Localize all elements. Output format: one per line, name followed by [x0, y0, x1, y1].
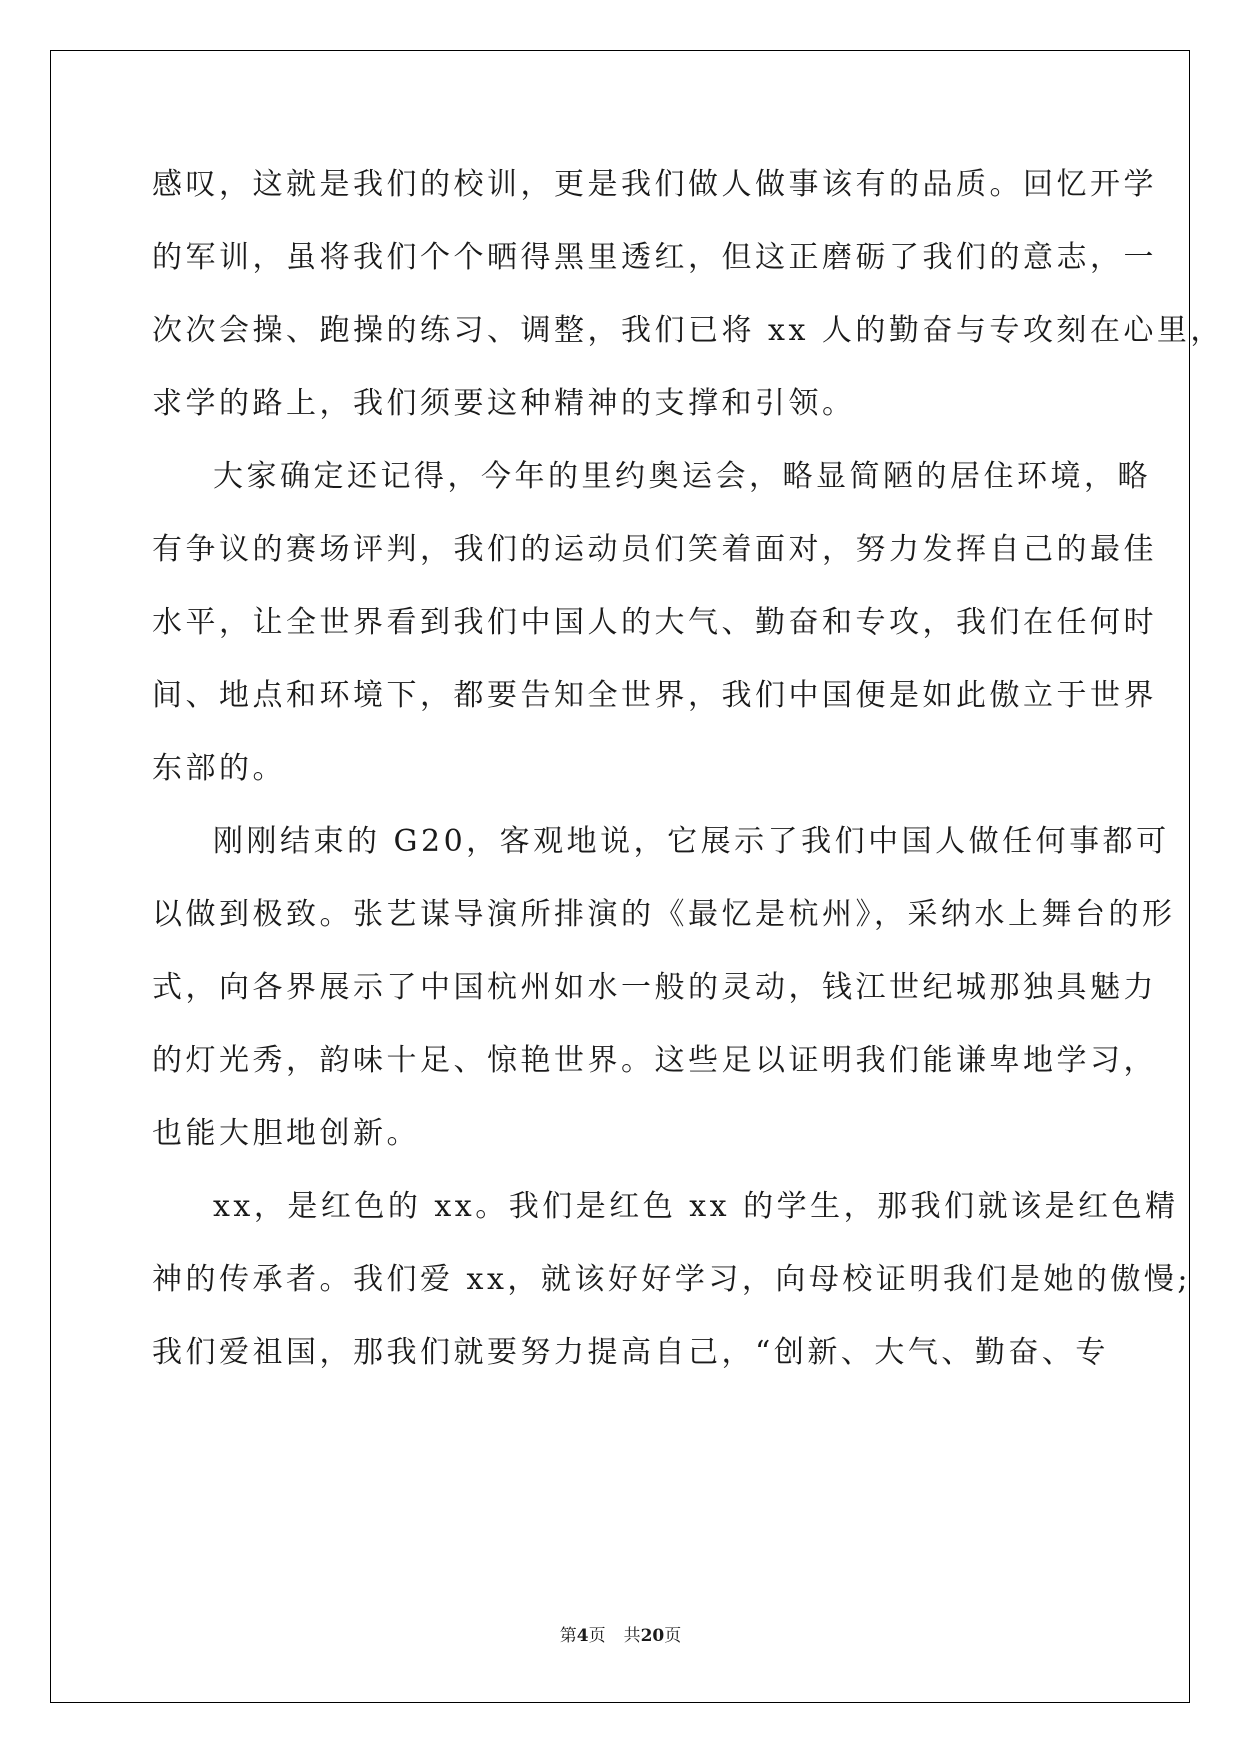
text-line: 我们爱祖国，那我们就要努力提高自己，“创新、大气、勤奋、专	[152, 1335, 1109, 1370]
text-line: 式，向各界展示了中国杭州如水一般的灵动，钱江世纪城那独具魅力	[152, 970, 1157, 1005]
text-line: 的灯光秀，韵味十足、惊艳世界。这些足以证明我们能谦卑地学习，	[152, 1043, 1157, 1078]
page-border	[50, 50, 1190, 1703]
text-line: 有争议的赛场评判，我们的运动员们笑着面对，努力发挥自己的最佳	[152, 532, 1157, 567]
text-line: 间、地点和环境下，都要告知全世界，我们中国便是如此傲立于世界	[152, 678, 1157, 713]
total-prefix: 共	[623, 1626, 641, 1646]
page-suffix: 页	[588, 1626, 606, 1646]
paragraph-first-line: xx，是红色的 xx。我们是红色 xx 的学生，那我们就该是红色精	[213, 1189, 1179, 1224]
text-line: 次次会操、跑操的练习、调整，我们已将 xx 人的勤奋与专攻刻在心里，	[152, 313, 1224, 348]
total-pages: 20	[640, 1626, 665, 1646]
page-footer	[0, 1624, 1241, 1648]
text-line: 求学的路上，我们须要这种精神的支撑和引领。	[152, 386, 856, 421]
text-line: 也能大胆地创新。	[152, 1116, 420, 1151]
text-line: 水平，让全世界看到我们中国人的大气、勤奋和专攻，我们在任何时	[152, 605, 1157, 640]
paragraph-first-line: 刚刚结束的 G20，客观地说，它展示了我们中国人做任何事都可	[213, 824, 1170, 859]
text-line: 感叹，这就是我们的校训，更是我们做人做事该有的品质。回忆开学	[152, 167, 1157, 202]
text-line: 以做到极致。张艺谋导演所排演的《最忆是杭州》，采纳水上舞台的形	[152, 897, 1176, 932]
text-line: 神的传承者。我们爱 xx，就该好好学习，向母校证明我们是她的傲慢;	[152, 1262, 1191, 1297]
page-number: 4	[576, 1626, 589, 1646]
text-line: 东部的。	[152, 751, 286, 786]
total-suffix: 页	[664, 1626, 682, 1646]
paragraph-first-line: 大家确定还记得，今年的里约奥运会，略显简陋的居住环境，略	[213, 459, 1151, 494]
text-line: 的军训，虽将我们个个晒得黑里透红，但这正磨砺了我们的意志，一	[152, 240, 1157, 275]
page-prefix: 第	[559, 1626, 577, 1646]
